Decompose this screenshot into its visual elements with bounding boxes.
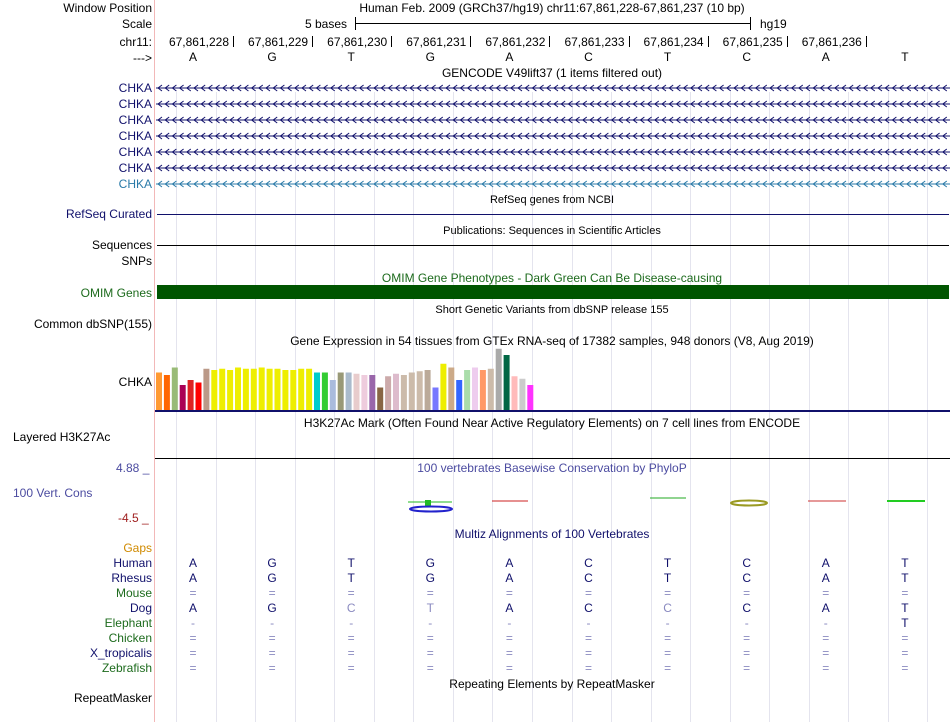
multiz-base: =	[901, 631, 909, 645]
multiz-base: C	[742, 556, 752, 570]
multiz-base: -	[586, 616, 591, 630]
multiz-base: =	[505, 631, 513, 645]
multiz-base: -	[428, 616, 433, 630]
phylop-title[interactable]: 100 vertebrates Basewise Conservation by PhyloP	[417, 461, 687, 475]
gencode-gene-label[interactable]: CHKA	[118, 113, 152, 127]
multiz-base: T	[347, 556, 355, 570]
multiz-base: =	[901, 661, 909, 675]
multiz-species-label[interactable]: Elephant	[104, 616, 152, 630]
chrom-label: chr11:	[119, 35, 152, 49]
multiz-base: -	[744, 616, 749, 630]
multiz-species-label[interactable]: Chicken	[108, 631, 152, 645]
multiz-base: -	[507, 616, 512, 630]
multiz-base: C	[742, 571, 752, 585]
position-tick-label: 67,861,236	[801, 35, 862, 49]
multiz-base: A	[505, 556, 514, 570]
multiz-base: =	[664, 631, 672, 645]
multiz-base: =	[584, 631, 593, 645]
multiz-base: =	[268, 631, 276, 645]
phylop-mark-col4-down	[410, 507, 452, 512]
multiz-base: =	[268, 661, 276, 675]
multiz-base: A	[821, 601, 830, 615]
repeatmasker-title[interactable]: Repeating Elements by RepeatMasker	[449, 677, 655, 691]
multiz-base: T	[901, 556, 909, 570]
multiz-base: -	[665, 616, 670, 630]
multiz-base: =	[822, 646, 830, 660]
multiz-base: =	[268, 586, 276, 600]
multiz-base: A	[188, 571, 198, 585]
h3k27ac-label[interactable]: Layered H3K27Ac	[13, 430, 111, 444]
multiz-base: =	[347, 586, 355, 600]
base-letter[interactable]: C	[742, 50, 752, 64]
gencode-gene-label[interactable]: CHKA	[118, 145, 152, 159]
multiz-base: =	[268, 646, 276, 660]
multiz-base: G	[425, 556, 435, 570]
multiz-species-label[interactable]: Rhesus	[111, 571, 152, 585]
multiz-base: T	[663, 556, 672, 570]
multiz-base: =	[664, 661, 672, 675]
position-tick-label: 67,861,229	[248, 35, 309, 49]
scale-label: Scale	[121, 17, 152, 31]
multiz-base: T	[901, 601, 909, 615]
position-tick-label: 67,861,232	[485, 35, 546, 49]
gencode-gene-label[interactable]: CHKA	[118, 177, 152, 191]
multiz-base: =	[426, 646, 434, 660]
multiz-species-label[interactable]: Human	[113, 556, 152, 570]
position-tick-label: 67,861,231	[406, 35, 467, 49]
refseq-label[interactable]: RefSeq Curated	[65, 207, 152, 221]
multiz-base: G	[267, 601, 277, 615]
multiz-species-label[interactable]: Mouse	[115, 586, 152, 600]
refseq-title[interactable]: RefSeq genes from NCBI	[489, 194, 615, 206]
position-tick-label: 67,861,230	[327, 35, 388, 49]
multiz-base: =	[189, 586, 197, 600]
omim-label[interactable]: OMIM Genes	[80, 286, 152, 300]
gtex-label[interactable]: CHKA	[118, 375, 152, 389]
base-letter[interactable]: A	[821, 50, 830, 64]
base-letter[interactable]: C	[584, 50, 593, 64]
gtex-title[interactable]: Gene Expression in 54 tissues from GTEx RNA-seq of 17382 samples, 948 donors (V8, Aug 2019)	[290, 334, 814, 348]
multiz-base: C	[584, 601, 593, 615]
multiz-base: =	[189, 661, 197, 675]
multiz-base: G	[267, 571, 277, 585]
window-position-text: Human Feb. 2009 (GRCh37/hg19) chr11:67,861,228-67,861,237 (10 bp)	[359, 1, 745, 15]
phylop-min-label: -4.5 _	[118, 511, 149, 525]
gencode-title[interactable]: GENCODE V49lift37 (1 items filtered out)	[441, 66, 663, 80]
multiz-base: =	[505, 661, 513, 675]
base-letter[interactable]: T	[901, 50, 909, 64]
snps-label[interactable]: SNPs	[121, 254, 152, 268]
multiz-base: =	[426, 586, 434, 600]
multiz-base: =	[822, 586, 830, 600]
gencode-gene-label[interactable]: CHKA	[118, 81, 152, 95]
multiz-base: -	[823, 616, 828, 630]
multiz-base: T	[901, 571, 909, 585]
multiz-base: T	[663, 571, 672, 585]
multiz-base: =	[426, 631, 434, 645]
multiz-base: T	[426, 601, 434, 615]
pubs-title[interactable]: Publications: Sequences in Scientific Articles	[443, 225, 661, 237]
multiz-base: C	[663, 601, 672, 615]
phylop-mark-col4-up	[425, 500, 431, 506]
multiz-base: =	[584, 586, 593, 600]
multiz-base: =	[426, 661, 434, 675]
multiz-base: A	[505, 601, 514, 615]
gencode-gene-label[interactable]: CHKA	[118, 129, 152, 143]
multiz-base: =	[743, 646, 751, 660]
multiz-base: =	[584, 646, 593, 660]
multiz-base: C	[584, 556, 593, 570]
omim-title[interactable]: OMIM Gene Phenotypes - Dark Green Can Be Disease-causing	[381, 271, 723, 285]
gencode-gene-label[interactable]: CHKA	[118, 97, 152, 111]
multiz-base: G	[425, 571, 435, 585]
phylop-mark-col8-down	[731, 501, 767, 506]
multiz-base: =	[664, 646, 672, 660]
multiz-base: C	[742, 601, 752, 615]
multiz-gaps-label[interactable]: Gaps	[123, 541, 152, 555]
multiz-base: =	[822, 661, 830, 675]
multiz-base: =	[505, 646, 513, 660]
scale-db: hg19	[760, 17, 787, 31]
repeatmasker-label[interactable]: RepeatMasker	[73, 691, 152, 705]
multiz-species-label[interactable]: X_tropicalis	[89, 646, 152, 660]
multiz-base: =	[901, 586, 909, 600]
multiz-base: C	[584, 571, 593, 585]
multiz-base: -	[349, 616, 354, 630]
multiz-base: -	[191, 616, 195, 630]
dbsnp-label[interactable]: Common dbSNP(155)	[33, 317, 152, 331]
position-tick-label: 67,861,235	[722, 35, 783, 49]
multiz-species-label[interactable]: Zebrafish	[101, 661, 152, 675]
multiz-base: =	[347, 646, 355, 660]
h3k27ac-title[interactable]: H3K27Ac Mark (Often Found Near Active Regulatory Elements) on 7 cell lines from ENCODE	[303, 416, 801, 430]
pubs-label[interactable]: Sequences	[91, 238, 152, 252]
strand-label: --->	[133, 51, 152, 65]
multiz-base: =	[743, 661, 751, 675]
multiz-base: =	[505, 586, 513, 600]
scale-text: 5 bases	[305, 17, 348, 31]
gencode-gene-label[interactable]: CHKA	[118, 161, 152, 175]
multiz-base: =	[189, 631, 197, 645]
multiz-base: =	[347, 661, 355, 675]
base-letter[interactable]: G	[425, 50, 435, 64]
multiz-base: =	[743, 586, 751, 600]
multiz-species-label[interactable]: Dog	[129, 601, 152, 615]
multiz-base: =	[189, 646, 197, 660]
multiz-base: G	[267, 556, 277, 570]
multiz-base: -	[270, 616, 275, 630]
phylop-label[interactable]: 100 Vert. Cons	[13, 486, 93, 500]
multiz-base: =	[347, 631, 355, 645]
base-letter[interactable]: G	[267, 50, 277, 64]
position-tick-label: 67,861,233	[564, 35, 625, 49]
base-letter[interactable]: A	[505, 50, 514, 64]
phylop-max-label: 4.88 _	[116, 461, 150, 475]
dbsnp-title[interactable]: Short Genetic Variants from dbSNP release 155	[435, 304, 669, 316]
base-letter[interactable]: T	[663, 50, 672, 64]
multiz-base: =	[822, 631, 830, 645]
multiz-base: A	[821, 556, 830, 570]
multiz-base: A	[188, 556, 198, 570]
multiz-base: =	[743, 631, 751, 645]
multiz-base: =	[584, 661, 593, 675]
multiz-base: =	[664, 586, 672, 600]
position-tick-label: 67,861,228	[168, 35, 229, 49]
base-letter[interactable]: A	[188, 50, 198, 64]
multiz-base: C	[346, 601, 356, 615]
multiz-base: A	[821, 571, 830, 585]
multiz-base: T	[347, 571, 355, 585]
position-tick-label: 67,861,234	[643, 35, 704, 49]
multiz-base: A	[188, 601, 198, 615]
multiz-title[interactable]: Multiz Alignments of 100 Vertebrates	[454, 527, 650, 541]
multiz-base: =	[901, 646, 909, 660]
window-position-label: Window Position	[63, 1, 152, 15]
multiz-base: A	[505, 571, 514, 585]
multiz-base: T	[901, 616, 909, 630]
base-letter[interactable]: T	[347, 50, 355, 64]
